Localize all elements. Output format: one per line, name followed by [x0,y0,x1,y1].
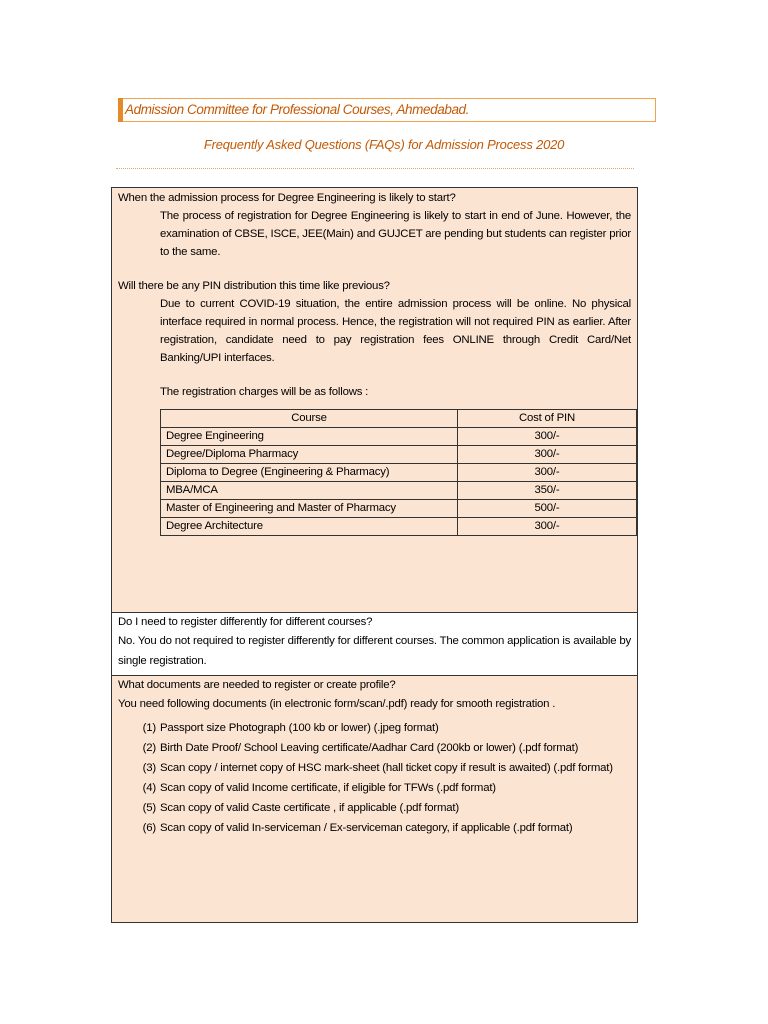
course-cell: Degree/Diploma Pharmacy [161,446,458,464]
list-item-number: (2) [142,742,156,754]
list-item [112,758,637,778]
list-item-number: (5) [142,802,156,814]
list-item [112,818,637,838]
faq-question-3: Do I need to register differently for different courses? [118,616,373,628]
column-header-cost: Cost of PIN [458,410,637,428]
list-item-text: Passport size Photograph (100 kb or lower) (.jpeg format) [160,722,439,734]
faq-section-3 [111,675,638,923]
list-item-number: (1) [142,722,156,734]
faq-section-1 [111,187,638,613]
list-item-number: (4) [142,782,156,794]
course-cell: Degree Engineering [161,428,458,446]
header-title: Admission Committee for Professional Courses, Ahmedabad. [125,102,470,117]
charges-intro: The registration charges will be as follows : [160,386,369,398]
faq-question-2: Will there be any PIN distribution this time like previous? [118,280,390,292]
document-subtitle: Frequently Asked Questions (FAQs) for Admission Process 2020 [203,137,565,152]
list-item [112,718,637,738]
header-accent-bar [118,98,123,122]
column-header-course: Course [161,410,458,428]
course-cell: Diploma to Degree (Engineering & Pharmacy) [161,464,458,482]
faq-answer-3: No. You do not required to register differently for different courses. The common application is available by single registration. [118,635,631,667]
list-item [112,798,637,818]
list-item [112,778,637,798]
faq-answer-2: Due to current COVID-19 situation, the entire admission process will be online. No physical interface required in normal process. Hence, the registration will not required PIN as earlier. After registration, candidate need to pay registration fees ONLINE through Credit Card/Net Banking/UPI interfaces. [160,298,631,364]
list-item-text: Scan copy of valid In-serviceman / Ex-serviceman category, if applicable (.pdf format) [160,822,573,834]
course-cell: Master of Engineering and Master of Pharmacy [161,500,458,518]
course-cell: MBA/MCA [161,482,458,500]
cost-cell: 300/- [458,464,637,482]
table-row [161,482,637,500]
list-item-number: (6) [142,822,156,834]
table-row [161,446,637,464]
faq-answer-1: The process of registration for Degree Engineering is likely to start in end of June. However, the examination of CBSE, ISCE, JEE(Main) and GUJCET are pending but students can register prior to the same. [160,210,631,258]
cost-cell: 350/- [458,482,637,500]
cost-cell: 300/- [458,518,637,536]
list-item-number: (3) [142,762,156,774]
header-title-box [118,98,656,122]
documents-list [112,718,637,838]
cost-cell: 300/- [458,428,637,446]
table-row [161,518,637,536]
faq-question-1: When the admission process for Degree Engineering is likely to start? [118,192,456,204]
list-item-text: Scan copy / internet copy of HSC mark-sheet (hall ticket copy if result is awaited) (.pdf format) [160,762,613,774]
table-row [161,464,637,482]
cost-cell: 300/- [458,446,637,464]
faq-section-2 [111,612,638,676]
list-item-text: Birth Date Proof/ School Leaving certificate/Aadhar Card (200kb or lower) (.pdf format) [160,742,579,754]
table-row [161,428,637,446]
dotted-divider [116,168,634,169]
list-item-text: Scan copy of valid Caste certificate , if applicable (.pdf format) [160,802,459,814]
faq-question-4: What documents are needed to register or create profile? [118,679,396,691]
pin-cost-table [160,409,637,536]
table-row [161,500,637,518]
course-cell: Degree Architecture [161,518,458,536]
cost-cell: 500/- [458,500,637,518]
table-header-row [161,410,637,428]
list-item [112,738,637,758]
faq-answer-4: You need following documents (in electronic form/scan/.pdf) ready for smooth registration . [118,698,556,710]
list-item-text: Scan copy of valid Income certificate, if eligible for TFWs (.pdf format) [160,782,496,794]
